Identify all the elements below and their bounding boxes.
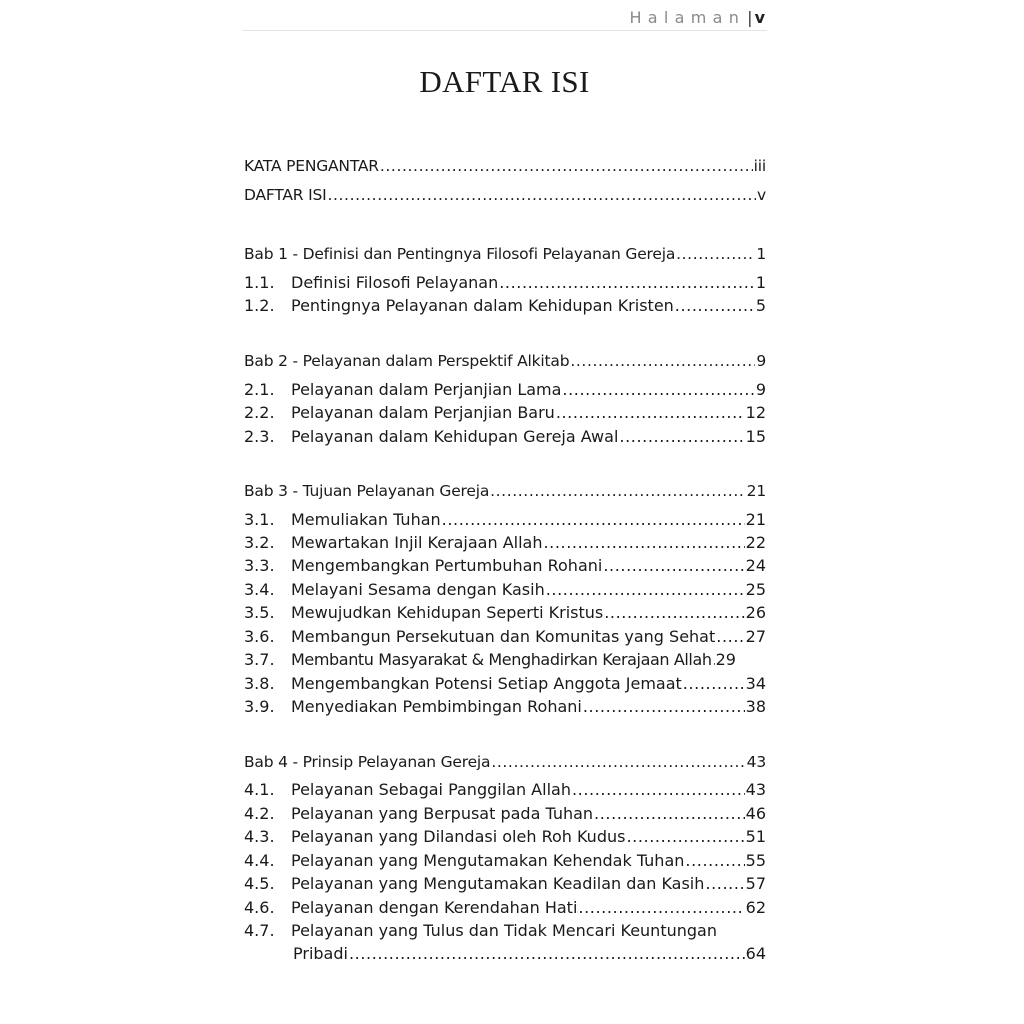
- dot-leader: [491, 751, 745, 773]
- toc-section-3-1[interactable]: [244, 509, 766, 531]
- section-page: 15: [745, 427, 766, 446]
- section-number: 4.5.: [244, 874, 275, 893]
- section-title: Memuliakan Tuhan: [291, 510, 441, 529]
- chapter-page: 43: [746, 753, 766, 771]
- dot-leader: [713, 649, 715, 671]
- section-title: Pelayanan yang Dilandasi oleh Roh Kudus: [291, 827, 626, 846]
- section-number: 4.2.: [244, 804, 275, 823]
- section-page: 46: [745, 804, 766, 823]
- section-title: Mengembangkan Potensi Setiap Anggota Jemaat: [291, 674, 682, 693]
- dot-leader: [604, 602, 744, 624]
- section-page: 29: [715, 650, 736, 669]
- section-page: 5: [755, 296, 766, 315]
- section-title: Mewujudkan Kehidupan Seperti Kristus: [291, 603, 604, 622]
- section-title: Pelayanan dalam Perjanjian Lama: [291, 380, 562, 399]
- toc-section-2-3[interactable]: [244, 426, 766, 448]
- dot-leader: [570, 350, 755, 372]
- section-number: 3.8.: [244, 674, 275, 693]
- section-title: Pelayanan yang Mengutamakan Kehendak Tuhan: [291, 851, 685, 870]
- chapter-title: Bab 2 - Pelayanan dalam Perspektif Alkitab: [244, 352, 570, 370]
- toc-section-3-9[interactable]: [244, 696, 766, 718]
- section-title: Membangun Persekutuan dan Komunitas yang Sehat: [291, 627, 716, 646]
- section-number: 4.4.: [244, 851, 275, 870]
- dot-leader: [626, 826, 744, 848]
- section-number: 4.3.: [244, 827, 275, 846]
- section-page: 38: [745, 697, 766, 716]
- toc-section-4-4[interactable]: [244, 850, 766, 872]
- section-page: 26: [745, 603, 766, 622]
- section-title: Mengembangkan Pertumbuhan Rohani: [291, 556, 603, 575]
- section-title: Pelayanan dalam Perjanjian Baru: [291, 403, 555, 422]
- chapter-page: 9: [756, 352, 766, 370]
- section-page: 22: [745, 533, 766, 552]
- section-title-continued: Pribadi: [293, 944, 348, 963]
- dot-leader: [572, 779, 745, 801]
- section-number: 3.4.: [244, 580, 275, 599]
- section-title: Menyediakan Pembimbingan Rohani: [291, 697, 582, 716]
- toc-section-3-3[interactable]: [244, 555, 766, 577]
- section-number: 3.6.: [244, 627, 275, 646]
- section-title: Pelayanan dalam Kehidupan Gereja Awal: [291, 427, 619, 446]
- toc-entry-kata-pengantar[interactable]: [244, 155, 766, 177]
- toc-chapter-4[interactable]: [244, 751, 766, 773]
- dot-leader: [499, 272, 755, 294]
- toc-section-3-5[interactable]: [244, 602, 766, 624]
- dot-leader: [675, 295, 755, 317]
- dot-leader: [490, 480, 746, 502]
- section-number: 3.1.: [244, 510, 275, 529]
- dot-leader: [442, 509, 745, 531]
- section-page: 51: [745, 827, 766, 846]
- section-title: Pentingnya Pelayanan dalam Kehidupan Kristen: [291, 296, 674, 315]
- page-header: [242, 6, 767, 31]
- toc-section-3-8[interactable]: [244, 673, 766, 695]
- toc-entry-daftar-isi[interactable]: [244, 184, 766, 206]
- dot-leader: [349, 943, 745, 965]
- toc-section-4-1[interactable]: [244, 779, 766, 801]
- toc-section-4-5[interactable]: [244, 873, 766, 895]
- dot-leader: [683, 673, 745, 695]
- header-page-number: v: [754, 8, 765, 27]
- section-number: 3.3.: [244, 556, 275, 575]
- chapter-page: 1: [756, 245, 766, 263]
- section-page: 34: [745, 674, 766, 693]
- dot-leader: [327, 184, 756, 206]
- dot-leader: [583, 696, 745, 718]
- toc-entry-page: iii: [753, 157, 766, 175]
- section-title: Pelayanan Sebagai Panggilan Allah: [291, 780, 571, 799]
- chapter-title: Bab 3 - Tujuan Pelayanan Gereja: [244, 482, 490, 500]
- section-title: Membantu Masyarakat & Menghadirkan Kerajaan Allah: [291, 650, 712, 669]
- dot-leader: [705, 873, 744, 895]
- dot-leader: [556, 402, 745, 424]
- section-page: 24: [745, 556, 766, 575]
- section-title: Pelayanan yang Mengutamakan Keadilan dan Kasih: [291, 874, 705, 893]
- page-title: DAFTAR ISI: [419, 64, 590, 99]
- section-number: 3.2.: [244, 533, 275, 552]
- toc-entry-text: DAFTAR ISI: [244, 186, 327, 204]
- page-header-label: [629, 8, 765, 27]
- section-number: 3.9.: [244, 697, 275, 716]
- toc-section-3-4[interactable]: [244, 579, 766, 601]
- section-number: 1.1.: [244, 273, 275, 292]
- dot-leader: [543, 532, 744, 554]
- toc-chapter-1[interactable]: [244, 243, 766, 265]
- toc-section-3-7[interactable]: [244, 649, 766, 671]
- toc-section-3-6[interactable]: [244, 626, 766, 648]
- toc-section-1-1[interactable]: [244, 272, 766, 294]
- toc-section-4-2[interactable]: [244, 803, 766, 825]
- toc-section-4-7-continued[interactable]: [244, 943, 766, 965]
- toc-entry-page: v: [757, 186, 766, 204]
- section-number: 1.2.: [244, 296, 275, 315]
- section-page: 25: [745, 580, 766, 599]
- dot-leader: [594, 803, 745, 825]
- dot-leader: [380, 155, 753, 177]
- section-page: 62: [745, 898, 766, 917]
- section-title: Mewartakan Injil Kerajaan Allah: [291, 533, 543, 552]
- chapter-title: Bab 4 - Prinsip Pelayanan Gereja: [244, 753, 491, 771]
- section-number: 3.7.: [244, 650, 275, 669]
- toc-section-3-2[interactable]: [244, 532, 766, 554]
- toc-section-2-1[interactable]: [244, 379, 766, 401]
- header-separator: |: [747, 8, 753, 27]
- header-halaman-text: Halaman: [629, 8, 746, 27]
- section-page: 43: [745, 780, 766, 799]
- section-number: 2.2.: [244, 403, 275, 422]
- section-title: Melayani Sesama dengan Kasih: [291, 580, 545, 599]
- dot-leader: [546, 579, 745, 601]
- section-number: 3.5.: [244, 603, 275, 622]
- dot-leader: [578, 897, 744, 919]
- section-page: 57: [745, 874, 766, 893]
- section-title: Pelayanan yang Berpusat pada Tuhan: [291, 804, 594, 823]
- section-title: Pelayanan dengan Kerendahan Hati: [291, 898, 578, 917]
- toc-section-4-6[interactable]: [244, 897, 766, 919]
- section-page: 9: [755, 380, 766, 399]
- section-title: Pelayanan yang Tulus dan Tidak Mencari Keuntungan: [291, 921, 717, 940]
- toc-section-1-2[interactable]: [244, 295, 766, 317]
- section-number: 4.6.: [244, 898, 275, 917]
- section-number: 2.1.: [244, 380, 275, 399]
- section-page: 1: [755, 273, 766, 292]
- dot-leader: [716, 626, 744, 648]
- toc-entry-text: KATA PENGANTAR: [244, 157, 379, 175]
- chapter-title: Bab 1 - Definisi dan Pentingnya Filosofi Pelayanan Gereja: [244, 245, 676, 263]
- section-number: 4.1.: [244, 780, 275, 799]
- section-number: 2.3.: [244, 427, 275, 446]
- section-page: 64: [745, 944, 766, 963]
- dot-leader: [676, 243, 755, 265]
- toc-section-2-2[interactable]: [244, 402, 766, 424]
- dot-leader: [619, 426, 744, 448]
- toc-chapter-2[interactable]: [244, 350, 766, 372]
- toc-section-4-3[interactable]: [244, 826, 766, 848]
- dot-leader: [603, 555, 744, 577]
- dot-leader: [685, 850, 744, 872]
- section-title: Definisi Filosofi Pelayanan: [291, 273, 499, 292]
- section-page: 12: [745, 403, 766, 422]
- section-page: 27: [745, 627, 766, 646]
- toc-section-4-7[interactable]: [244, 920, 766, 942]
- section-number: 4.7.: [244, 921, 275, 940]
- chapter-page: 21: [746, 482, 766, 500]
- dot-leader: [562, 379, 754, 401]
- toc-chapter-3[interactable]: [244, 480, 766, 502]
- section-page: 21: [745, 510, 766, 529]
- section-page: 55: [745, 851, 766, 870]
